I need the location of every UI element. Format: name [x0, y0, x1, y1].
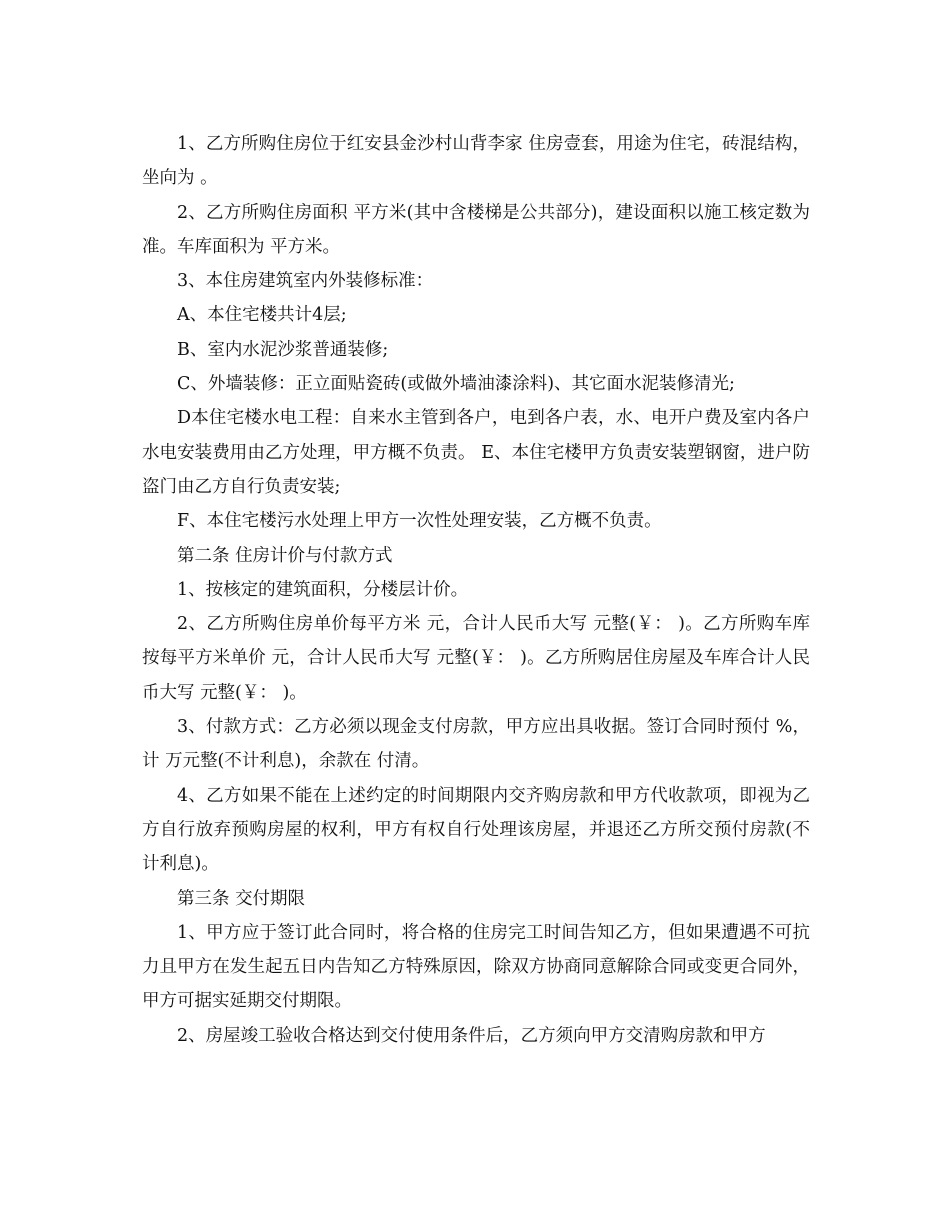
article-3-clause-1: 1、甲方应于签订此合同时，将合格的住房完工时间告知乙方，但如果遭遇不可抗力且甲方在发生起五日内告知乙方特殊原因，除双方协商同意解除合同或变更合同外，甲方可据实延期交付期限。: [142, 922, 810, 1012]
item-d-utilities: D本住宅楼水电工程：自来水主管到各户，电到各户表，水、电开户费及室内各户水电安装费用由乙方处理，甲方概不负责。 E、本住宅楼甲方负责安装塑钢窗，进户防盗门由乙方自行负责安装;: [142, 408, 810, 497]
article-2-heading: 第二条 住房计价与付款方式: [177, 545, 393, 566]
item-f-sewage: F、本住宅楼污水处理上甲方一次性处理安装，乙方概不负责。: [177, 511, 662, 532]
item-a-floors: A、本住宅楼共计4层;: [177, 305, 347, 326]
article-2-clause-3: 3、付款方式：乙方必须以现金支付房款，甲方应出具收据。签订合同时预付 %，计 万元整(不计利息)，余款在 付清。: [142, 717, 810, 772]
article-2-clause-2: 2、乙方所购住房单价每平方米 元，合计人民币大写 元整(￥： )。乙方所购车库按每平方米单价 元，合计人民币大写 元整(￥： )。乙方所购居住房屋及车库合计人民币大写 元整(￥： )。: [142, 614, 810, 703]
clause-2-area: 2、乙方所购住房面积 平方米(其中含楼梯是公共部分)，建设面积以施工核定数为准。车库面积为 平方米。: [142, 202, 810, 257]
article-2-clause-1: 1、按核定的建筑面积，分楼层计价。: [177, 579, 469, 600]
article-3-clause-2: 2、房屋竣工验收合格达到交付使用条件后，乙方须向甲方交清购房款和甲方: [177, 1025, 766, 1046]
clause-1-location: 1、乙方所购住房位于红安县金沙村山背李家 住房壹套，用途为住宅，砖混结构，坐向为 。: [142, 134, 810, 189]
item-b-interior: B、室内水泥沙浆普通装修;: [177, 339, 389, 360]
item-c-exterior: C、外墙装修：正立面贴瓷砖(或做外墙油漆涂料)、其它面水泥装修清光;: [177, 374, 735, 395]
document-body: [142, 127, 810, 1053]
article-2-clause-4: 4、乙方如果不能在上述约定的时间期限内交齐购房款和甲方代收款项，即视为乙方自行放弃预购房屋的权利，甲方有权自行处理该房屋，并退还乙方所交预付房款(不计利息)。: [142, 785, 810, 875]
article-3-heading: 第三条 交付期限: [177, 888, 306, 909]
clause-3-decoration-standard: 3、本住房建筑室内外装修标准：: [177, 271, 434, 292]
